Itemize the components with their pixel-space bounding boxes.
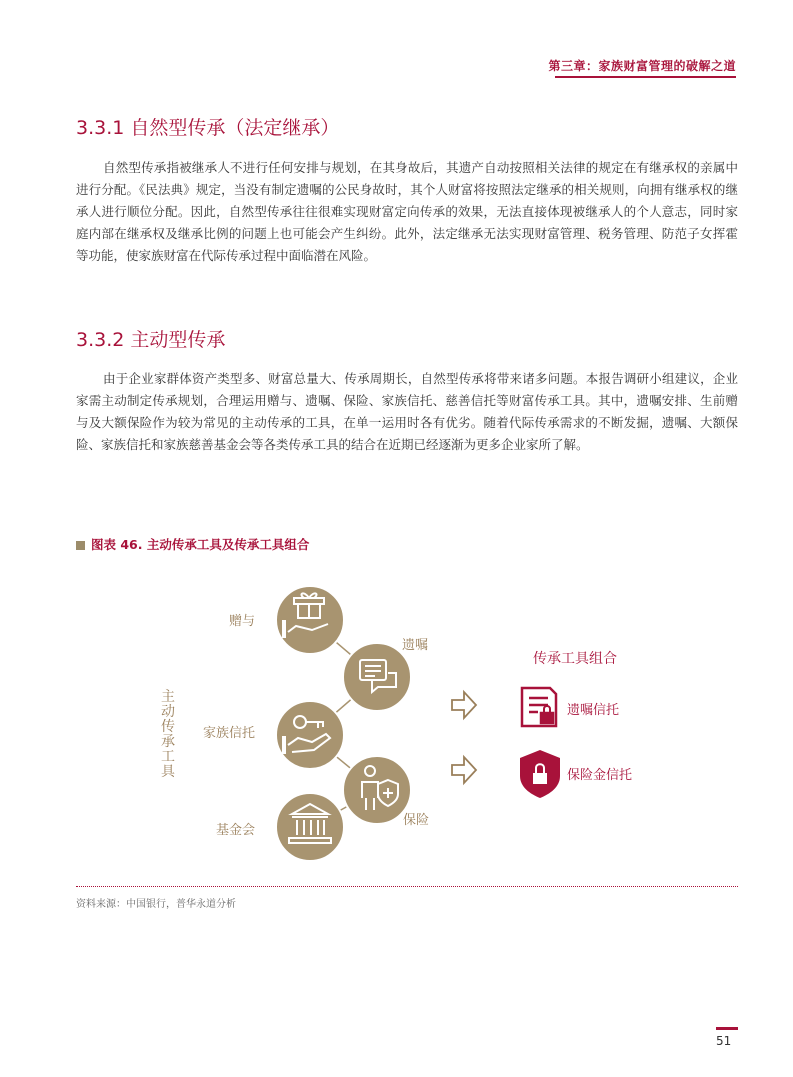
label-insurance: 保险 xyxy=(403,813,430,828)
page-number: 51 xyxy=(716,1034,732,1048)
combo-will-trust: 遗嘱信托 xyxy=(567,703,620,718)
section-body-active: 由于企业家群体资产类型多、财富总量大、传承周期长，自然型传承将带来诸多问题。本报告调研小组建议，企业家需主动制定传承规划，合理运用赠与、遗嘱、保险、家族信托、慈善信托等财富传承工具。其中，遗嘱安排、生前赠与及大额保险作为较为常见的主动传承的工具，在单一运用时各有优劣。随着代际传承需求的不断发掘，遗嘱、大额保险、家族信托和家族慈善基金会等各类传承工具的结合在近期已经逐渐为更多企业家所了解。 xyxy=(76,371,738,452)
family-trust-icon-circle xyxy=(276,701,344,769)
page-number-rule xyxy=(716,1027,738,1030)
header-rule xyxy=(555,76,736,78)
combo-title: 传承工具组合 xyxy=(533,651,617,667)
figure-title-marker xyxy=(76,541,85,550)
label-will: 遗嘱 xyxy=(402,638,429,653)
foundation-icon-circle xyxy=(276,793,344,861)
section-body-natural: 自然型传承指被继承人不进行任何安排与规划，在其身故后，其遗产自动按照相关法律的规定在有继承权的亲属中进行分配。《民法典》规定，当没有制定遗嘱的公民身故时，其个人财富将按照法定继承的相关规则，向拥有继承权的继承人进行顺位分配。因此，自然型传承往往很难实现财富定向传承的效果，无法直接体现被继承人的个人意志，同时家庭内部在继承权及继承比例的问题上也可能会产生纠纷。此外，法定继承无法实现财富管理、税务管理、防范子女挥霍等功能，使家族财富在代际传承过程中面临潜在风险。 xyxy=(76,160,738,263)
insurance-trust-shield-icon xyxy=(520,750,560,798)
arrow-icon-lower xyxy=(452,757,476,783)
label-family-trust: 家族信托 xyxy=(203,726,256,741)
source-note: 资料来源：中国银行，普华永道分析 xyxy=(76,899,236,910)
figure-title-text: 图表 46. 主动传承工具及传承工具组合 xyxy=(91,537,310,552)
group-label-vertical: 主动传承工具 xyxy=(161,689,175,780)
label-foundation: 基金会 xyxy=(216,823,256,838)
combo-insurance-trust: 保险金信托 xyxy=(567,768,633,783)
diagram xyxy=(0,560,793,880)
figure-title xyxy=(76,535,309,553)
label-gift: 赠与 xyxy=(229,614,256,629)
insurance-icon-circle xyxy=(343,756,411,824)
will-icon-circle xyxy=(343,643,411,711)
source-divider xyxy=(76,886,738,887)
arrow-icon-upper xyxy=(452,692,476,718)
section-heading-active: 3.3.2 主动型传承 xyxy=(76,329,226,351)
will-trust-icon xyxy=(522,688,556,726)
gift-icon-circle xyxy=(276,586,344,654)
section-heading-natural: 3.3.1 自然型传承（法定继承） xyxy=(76,117,340,139)
chapter-header: 第三章：家族财富管理的破解之道 xyxy=(548,59,736,73)
